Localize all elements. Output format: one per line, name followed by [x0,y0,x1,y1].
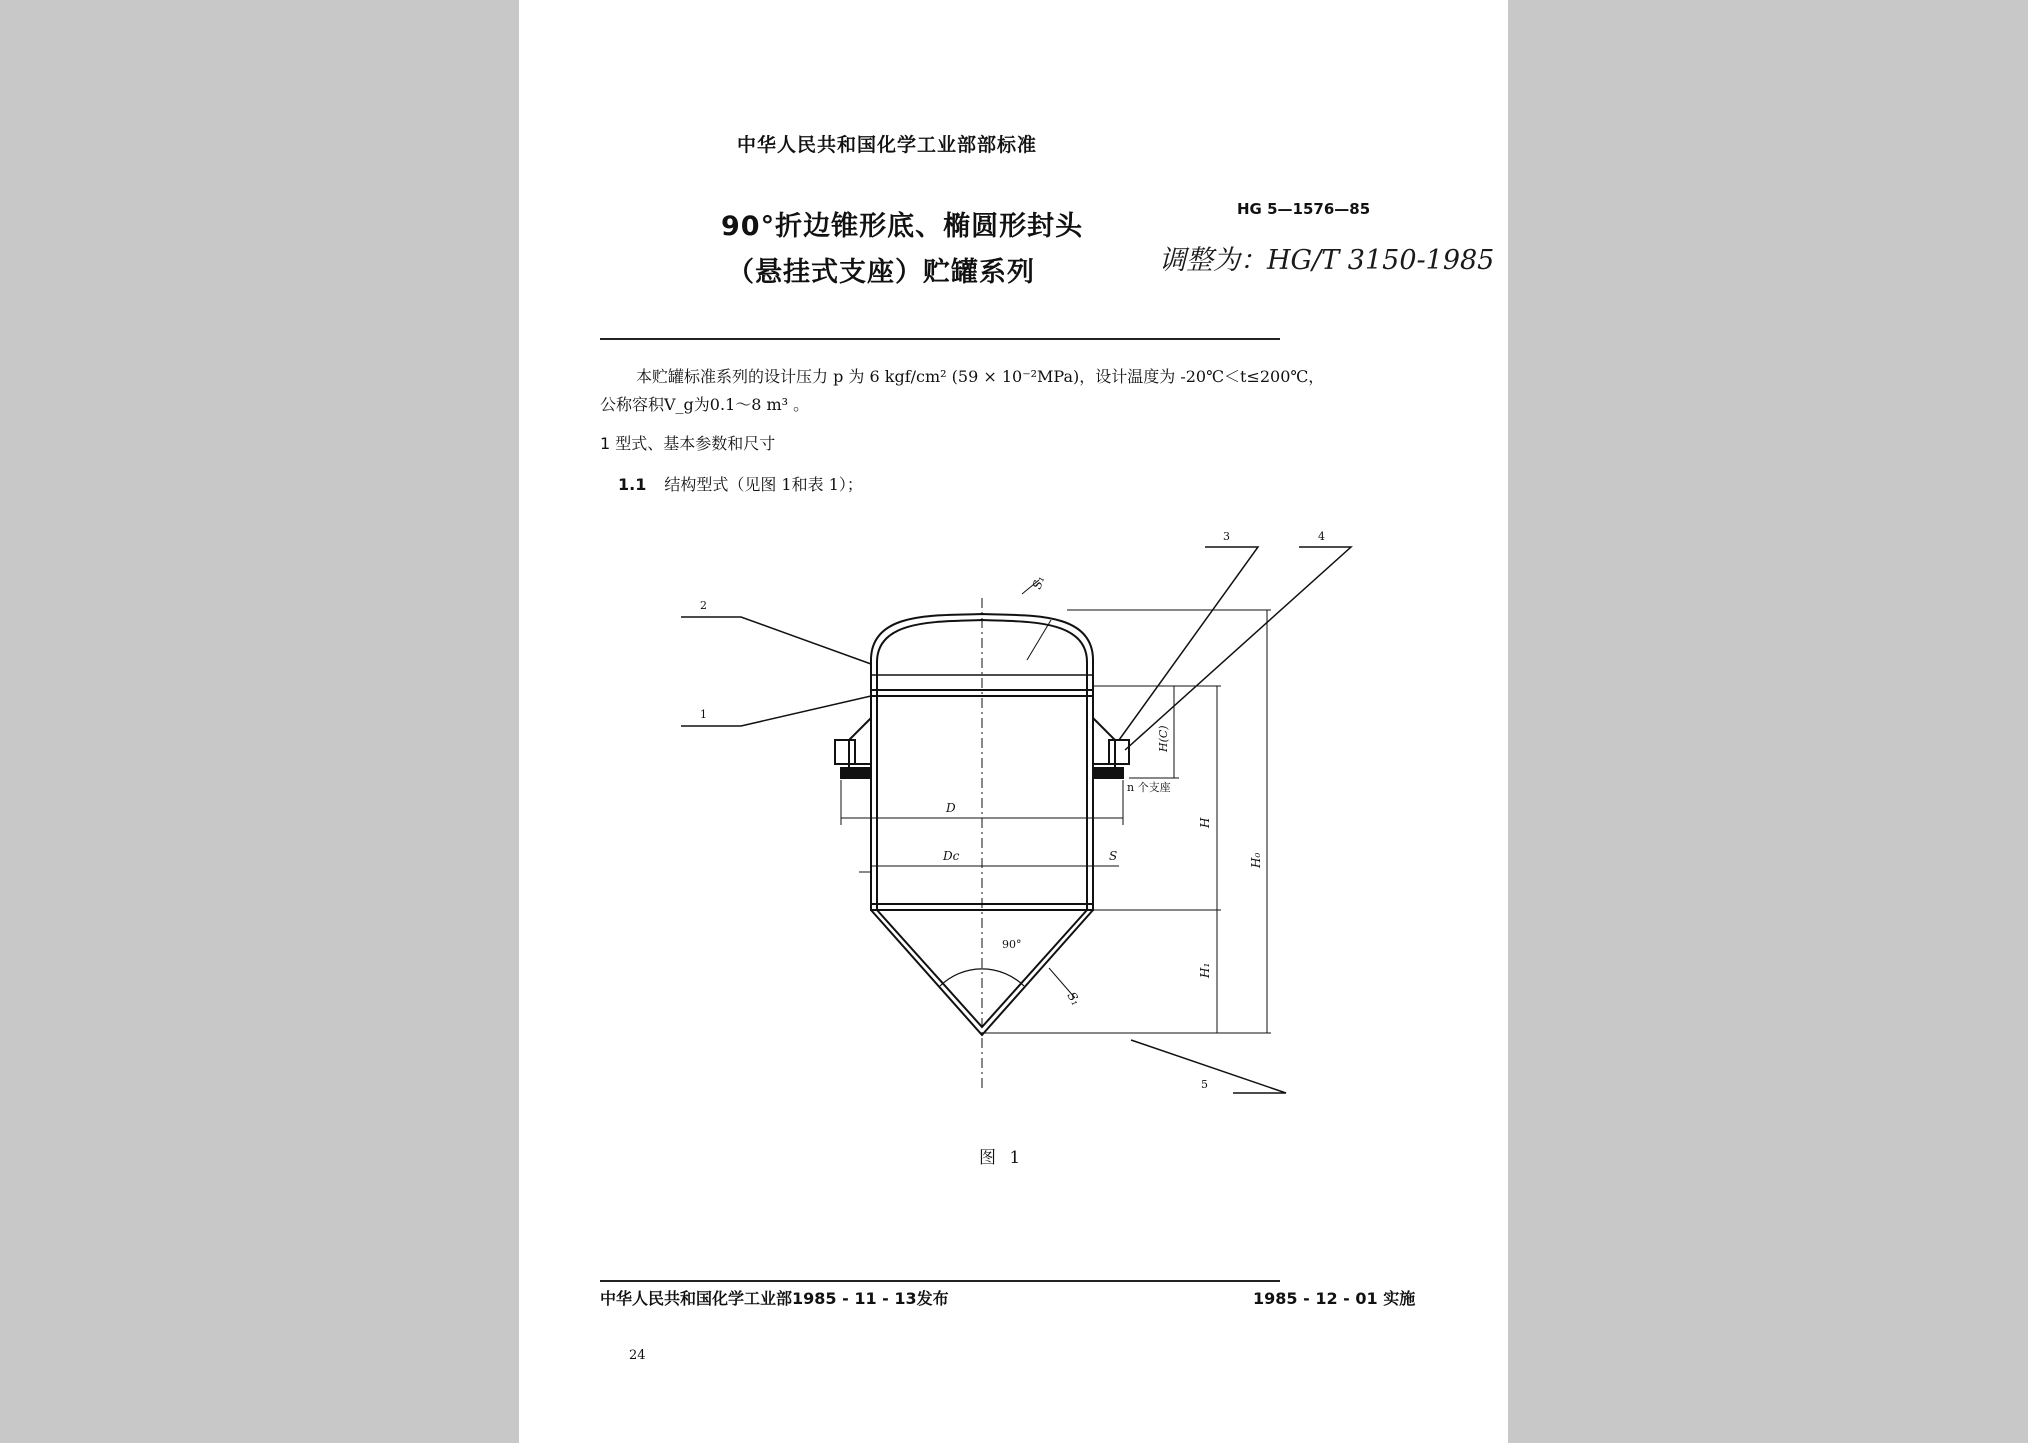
document-page [519,0,1508,1443]
section-heading-1: 1 型式、基本参数和尺寸 [600,434,776,453]
leader-3 [1119,547,1258,740]
callout-1: 1 [700,708,707,721]
figure-caption: 图 1 [979,1148,1025,1168]
label-D: D [946,801,956,815]
intro-paragraph-line1: 本贮罐标准系列的设计压力 p 为 6 kgf/cm² (59 × 10⁻²MPa)，设计温度为 -20℃＜t≤200℃， [636,367,1325,386]
leader-2 [681,617,871,664]
support-right [1093,718,1129,778]
tank-drawing [519,0,1508,1443]
page-number: 24 [629,1348,646,1363]
callout-5: 5 [1201,1078,1208,1091]
section-text: 结构型式（见图 1和表 1）； [664,475,863,494]
intro-paragraph-line2: 公称容积V_g为0.1～8 m³ 。 [600,395,810,414]
leader-1 [681,696,871,726]
effective-date: 1985 - 12 - 01 实施 [1253,1289,1416,1308]
label-support-height: H(C) [1157,725,1170,752]
standard-code: HG 5—1576—85 [1237,200,1371,218]
label-H: H [1198,817,1212,828]
document-title-line1: 90°折边锥形底、椭圆形封头 [721,211,1084,242]
support-left [835,718,871,778]
label-support-count: n 个支座 [1127,781,1171,794]
callout-2: 2 [700,599,707,612]
callout-3: 3 [1223,530,1230,543]
label-S: S [1109,849,1118,863]
callout-4: 4 [1318,530,1325,543]
leader-4 [1125,547,1351,750]
label-angle: 90° [1002,938,1022,951]
issuing-organization: 中华人民共和国化学工业部部标准 [737,134,1038,156]
label-S1-top: S₁ [1029,573,1048,592]
leader-5 [1131,1040,1286,1093]
label-H0: H₀ [1249,852,1263,868]
label-S1-cone: S₁ [1064,989,1084,1008]
handwritten-note: 调整为：HG/T 3150-1985 [1159,245,1495,276]
section-number: 1.1 [618,475,647,494]
document-title-line2: （悬挂式支座）贮罐系列 [727,257,1035,288]
issue-date: 中华人民共和国化学工业部1985 - 11 - 13发布 [600,1289,949,1308]
label-H1: H₁ [1198,962,1212,978]
label-Dc: Dc [943,849,960,863]
footer-divider [600,1280,1280,1282]
